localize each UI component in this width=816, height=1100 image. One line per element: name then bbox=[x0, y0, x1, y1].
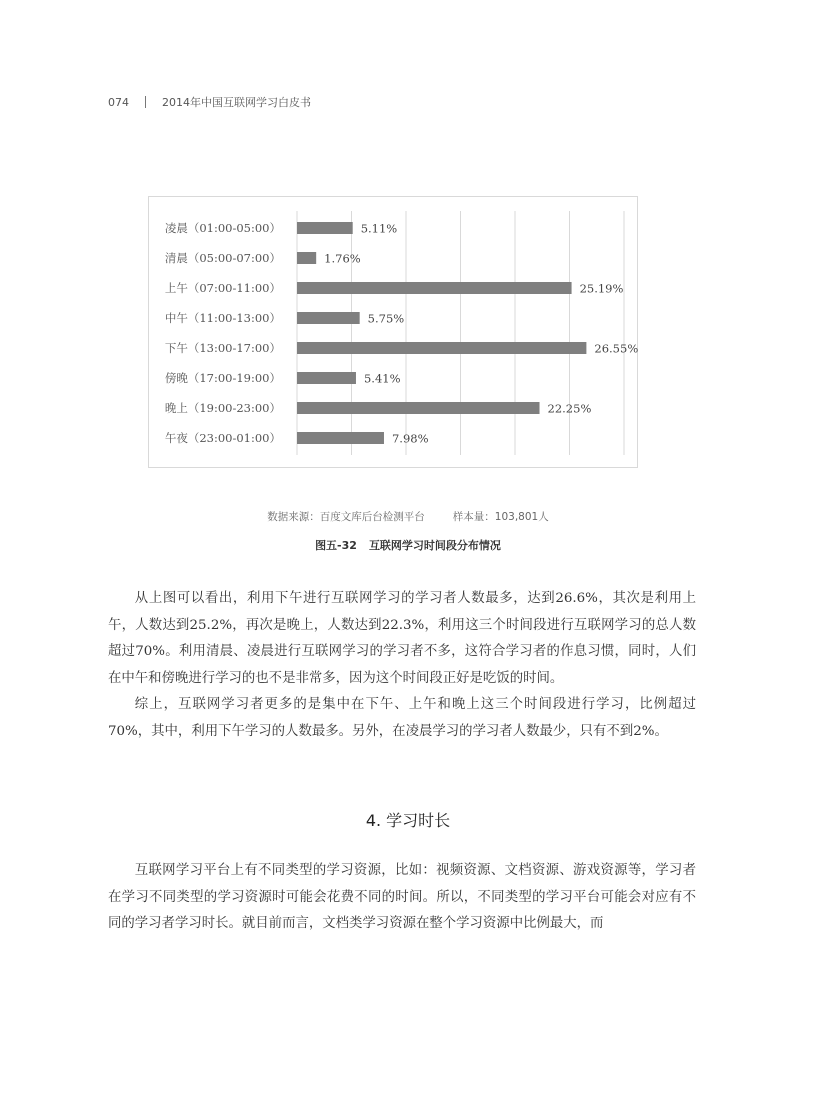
time-distribution-bar-chart bbox=[149, 197, 639, 469]
value-label: 7.98% bbox=[391, 431, 429, 446]
value-label: 5.75% bbox=[367, 311, 405, 326]
data-source-text: 数据来源：百度文库后台检测平台 bbox=[267, 511, 425, 523]
category-label: 晚上（19:00-23:00） bbox=[164, 401, 281, 415]
header-divider bbox=[145, 96, 146, 108]
section-heading: 4. 学习时长 bbox=[365, 811, 451, 830]
value-label: 5.41% bbox=[363, 371, 401, 386]
category-label: 下午（13:00-17:00） bbox=[164, 341, 281, 355]
category-label: 上午（07:00-11:00） bbox=[164, 281, 281, 295]
bar bbox=[297, 402, 540, 414]
value-label: 1.76% bbox=[324, 251, 361, 266]
category-label: 凌晨（01:00-05:00） bbox=[164, 221, 281, 235]
figure-caption bbox=[0, 537, 816, 553]
bar bbox=[297, 342, 586, 354]
category-label: 清晨（05:00-07:00） bbox=[164, 251, 281, 265]
bar bbox=[297, 372, 356, 384]
book-title: 2014年中国互联网学习白皮书 bbox=[162, 96, 311, 109]
figure-title: 互联网学习时间段分布情况 bbox=[368, 539, 501, 552]
bar bbox=[297, 312, 360, 324]
value-label: 22.25% bbox=[547, 401, 592, 416]
body-paragraph-2: 综上，互联网学习者更多的是集中在下午、上午和晚上这三个时间段进行学习，比例超过70%，其中，利用下午学习的人数最多。另外，在凌晨学习的学习者人数最少，只有不到2%。 bbox=[108, 697, 696, 739]
category-label: 午夜（23:00-01:00） bbox=[164, 431, 281, 445]
figure-number: 图五-32 bbox=[315, 539, 357, 552]
page-number: 074 bbox=[108, 95, 129, 109]
category-label: 中午（11:00-13:00） bbox=[164, 311, 281, 325]
figure-source-line bbox=[0, 509, 816, 524]
value-label: 5.11% bbox=[360, 221, 398, 236]
value-label: 26.55% bbox=[594, 341, 639, 356]
bar bbox=[297, 432, 384, 444]
body-paragraph-1: 从上图可以看出，利用下午进行互联网学习的学习者人数最多，达到26.6%，其次是利用上午，人数达到25.2%，再次是晚上，人数达到22.3%，利用这三个时间段进行互联网学习的总人数超过70%。利用清晨、凌晨进行互联网学习的学习者不多，这符合学习者的作息习惯，同时，人们在中午和傍晚进行学习的也不是非常多，因为这个时间段正好是吃饭的时间。 bbox=[108, 591, 696, 686]
page-header bbox=[108, 94, 311, 110]
value-label: 25.19% bbox=[579, 281, 624, 296]
sample-size-text: 样本量：103,801人 bbox=[452, 511, 549, 523]
bar bbox=[297, 222, 353, 234]
body-paragraph-3: 互联网学习平台上有不同类型的学习资源，比如：视频资源、文档资源、游戏资源等，学习者在学习不同类型的学习资源时可能会花费不同的时间。所以，不同类型的学习平台可能会对应有不同的学习者学习时长。就目前而言，文档类学习资源在整个学习资源中比例最大，而 bbox=[108, 863, 696, 931]
bar bbox=[297, 282, 572, 294]
chart-frame bbox=[148, 196, 638, 468]
category-label: 傍晚（17:00-19:00） bbox=[164, 371, 281, 385]
bar bbox=[297, 252, 316, 264]
